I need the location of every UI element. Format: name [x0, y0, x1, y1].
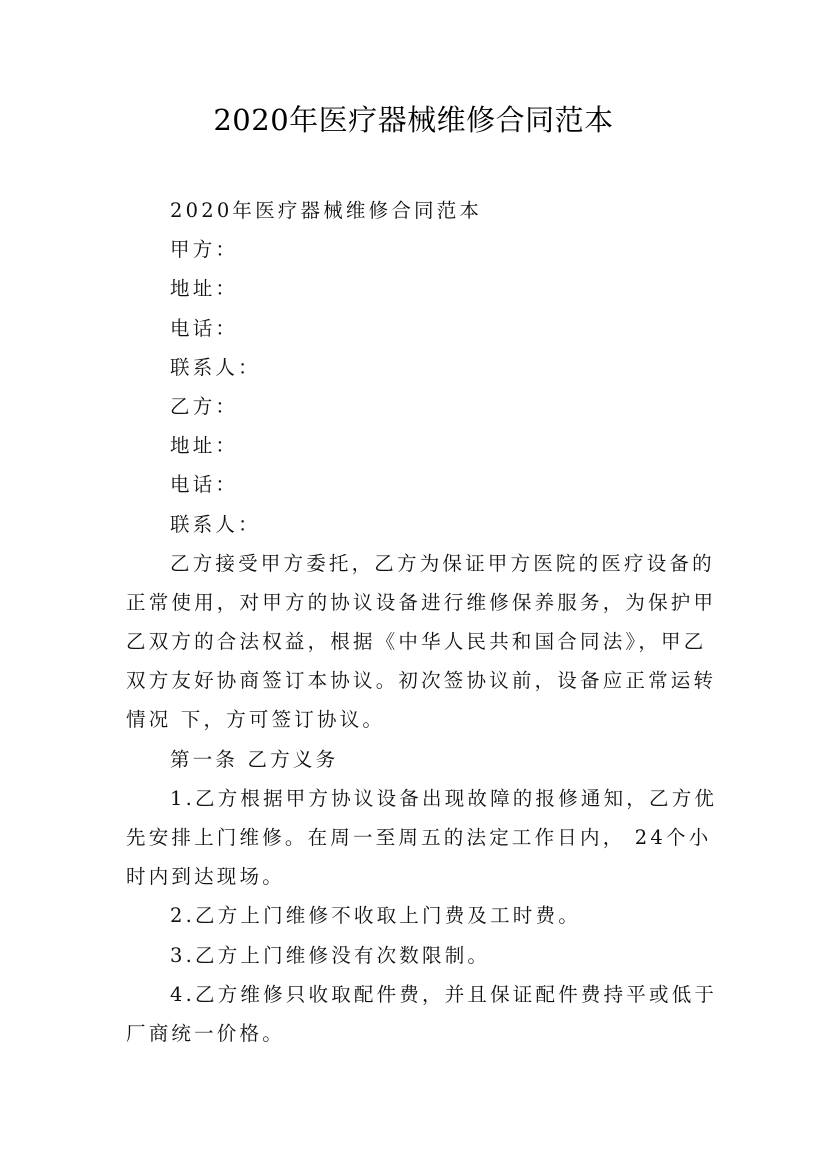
- party-a-contact: 联系人：: [170, 355, 261, 379]
- article-1-item-4: [126, 975, 718, 1053]
- intro-line: 乙双方的合法权益，根据《中华人民共和国合同法》，甲乙: [126, 630, 707, 654]
- document-body: [126, 191, 718, 1053]
- party-b-phone: 电话：: [170, 473, 239, 497]
- item-line: 时内到达现场。: [126, 865, 285, 889]
- intro-line: 双方友好协商签订本协议。初次签协议前，设备应正常运转: [126, 669, 717, 693]
- item-line: 1.乙方根据甲方协议设备出现故障的报修通知，乙方优: [170, 786, 718, 810]
- item-line: 先安排上门维修。在周一至周五的法定工作日内， 24个小: [126, 826, 712, 849]
- item-line: 厂商统一价格。: [126, 1021, 285, 1045]
- article-1-item-3: 3.乙方上门维修没有次数限制。: [170, 943, 491, 967]
- document-subtitle: 2020年医疗器械维修合同范本: [170, 199, 483, 222]
- party-a-label: 甲方：: [170, 238, 239, 262]
- document-title: 2020年医疗器械维修合同范本: [213, 103, 614, 137]
- article-1-item-1: [126, 779, 718, 897]
- intro-line: 情况 下，方可签订协议。: [126, 708, 386, 732]
- intro-line: 乙方接受甲方委托，乙方为保证甲方医院的医疗设备的: [170, 551, 715, 575]
- article-1-item-2: 2.乙方上门维修不收取上门费及工时费。: [170, 904, 581, 928]
- article-1-heading: 第一条 乙方义务: [170, 747, 339, 771]
- party-b-label: 乙方：: [170, 394, 239, 418]
- party-b-address: 地址：: [170, 434, 239, 458]
- intro-line: 正常使用，对甲方的协议设备进行维修保养服务，为保护甲: [126, 590, 717, 614]
- intro-paragraph: [126, 544, 717, 740]
- party-b-contact: 联系人：: [170, 512, 261, 536]
- party-a-address: 地址：: [170, 277, 239, 301]
- item-line: 4.乙方维修只收取配件费，并且保证配件费持平或低于: [170, 982, 718, 1006]
- party-a-phone: 电话：: [170, 316, 239, 340]
